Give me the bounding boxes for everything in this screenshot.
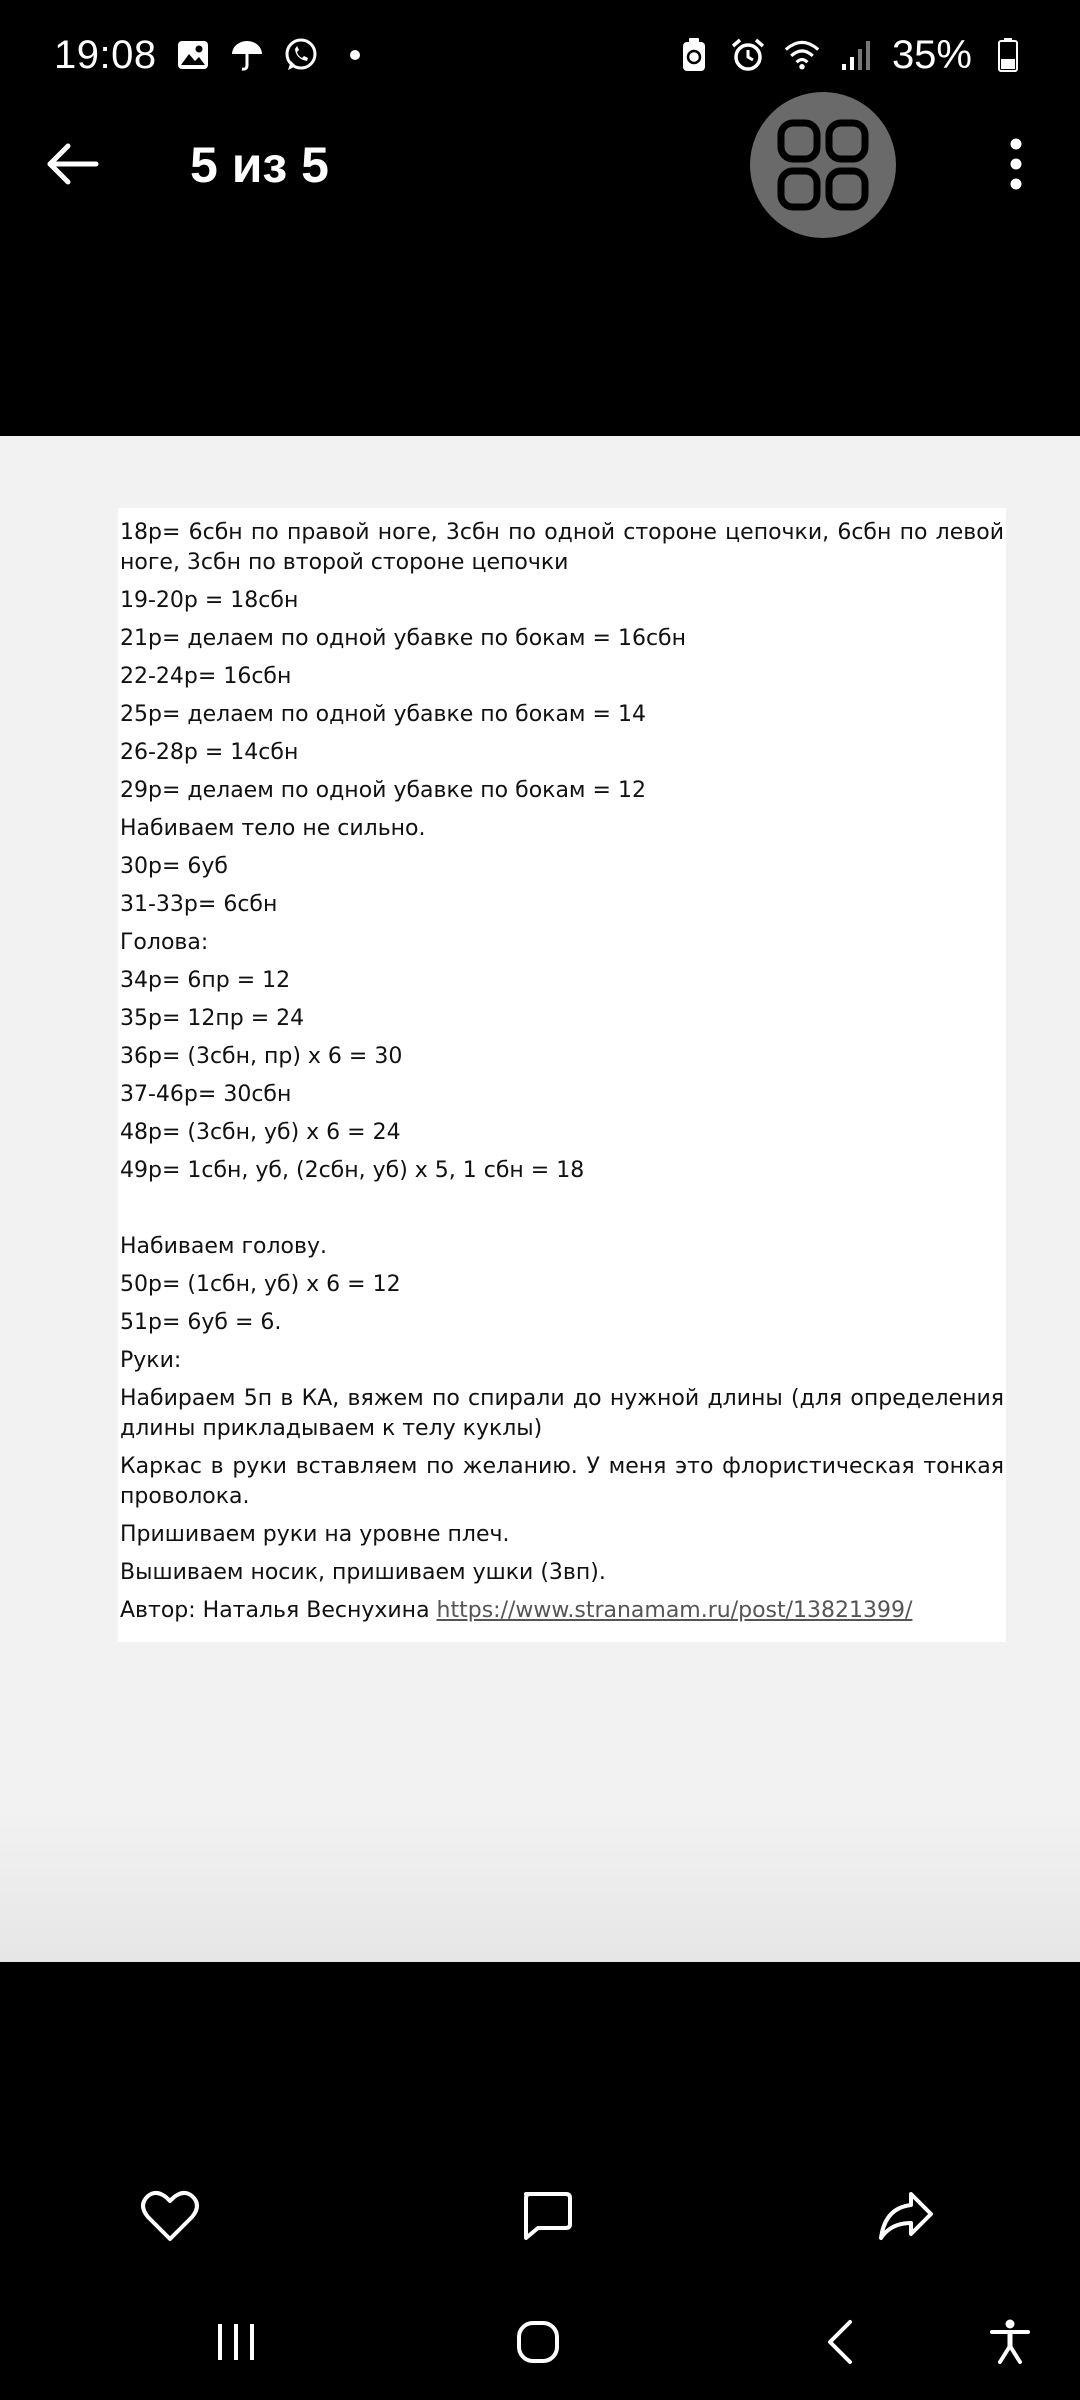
like-button[interactable] (134, 2180, 206, 2252)
doc-line: 49р= 1сбн, уб, (2сбн, уб) х 5, 1 сбн = 18 (120, 1158, 585, 1183)
battery-percent: 35% (891, 32, 972, 77)
battery-icon (990, 37, 1026, 73)
doc-line: 26-28р = 14сбн (120, 740, 299, 765)
doc-line: 37-46р= 30сбн (120, 1082, 292, 1107)
doc-line: 50р= (1сбн, уб) х 6 = 12 (120, 1272, 401, 1297)
battery-saver-icon (676, 37, 712, 73)
doc-line: Набиваем голову. (120, 1234, 327, 1259)
comment-icon (518, 2188, 574, 2244)
signal-icon (838, 37, 874, 73)
comment-button[interactable] (510, 2180, 582, 2252)
share-icon (877, 2190, 935, 2242)
share-button[interactable] (870, 2180, 942, 2252)
doc-line: 19-20р = 18сбн (120, 588, 299, 613)
status-left (54, 33, 373, 78)
home-button[interactable] (506, 2310, 570, 2374)
doc-line: 29р= делаем по одной убавке по бокам = 12 (120, 778, 646, 803)
doc-line: 31-33р= 6сбн (120, 892, 278, 917)
document-image (118, 508, 1006, 1642)
doc-line: 22-24р= 16сбн (120, 664, 292, 689)
doc-author-line (120, 1596, 1004, 1626)
more-vertical-icon (1009, 138, 1023, 190)
app-bar (0, 100, 1080, 230)
doc-line: 51р= 6уб = 6. (120, 1310, 282, 1335)
doc-blank-line (120, 1194, 1004, 1224)
doc-line: 34р= 6пр = 12 (120, 968, 291, 993)
more-options-button[interactable] (992, 128, 1040, 200)
doc-line: Вышиваем носик, пришиваем ушки (3вп). (120, 1560, 606, 1585)
doc-line: Набираем 5п в КА, вяжем по спирали до нужной длины (для определения длины прикладываем к телу куклы) (120, 1386, 1004, 1441)
author-link: https://www.stranamam.ru/post/13821399/ (436, 1598, 913, 1623)
wifi-icon (784, 37, 820, 73)
doc-line: Каркас в руки вставляем по желанию. У меня это флористическая тонкая проволока. (120, 1454, 1004, 1509)
author-label: Автор: Наталья Веснухина (120, 1598, 430, 1623)
doc-line: 35р= 12пр = 24 (120, 1006, 305, 1031)
home-icon (514, 2318, 562, 2366)
accessibility-icon (988, 2318, 1032, 2366)
alarm-icon (730, 37, 766, 73)
apps-grid-button[interactable] (750, 92, 896, 238)
dot-icon (337, 37, 373, 73)
doc-line: Руки: (120, 1348, 182, 1373)
page-title: 5 из 5 (190, 137, 329, 193)
back-button[interactable] (36, 128, 108, 200)
status-right (676, 33, 1026, 78)
doc-line: Голова: (120, 930, 209, 955)
gallery-icon (175, 37, 211, 73)
whatsapp-icon (283, 37, 319, 73)
doc-line: 48р= (3сбн, уб) х 6 = 24 (120, 1120, 401, 1145)
doc-line: Пришиваем руки на уровне плеч. (120, 1522, 510, 1547)
doc-line: 21р= делаем по одной убавке по бокам = 16сбн (120, 626, 686, 651)
recents-button[interactable] (204, 2310, 268, 2374)
accessibility-button[interactable] (978, 2310, 1042, 2374)
umbrella-icon (229, 37, 265, 73)
doc-line: 30р= 6уб (120, 854, 228, 879)
recents-icon (214, 2320, 258, 2364)
nav-back-button[interactable] (808, 2310, 872, 2374)
doc-line: 36р= (3сбн, пр) х 6 = 30 (120, 1044, 403, 1069)
heart-icon (140, 2189, 200, 2243)
back-nav-icon (820, 2318, 860, 2366)
action-bar (0, 2160, 1080, 2270)
status-bar (0, 0, 1080, 110)
doc-line: 25р= делаем по одной убавке по бокам = 14 (120, 702, 646, 727)
doc-line: 18р= 6сбн по правой ноге, 3сбн по одной стороне цепочки, 6сбн по левой ноге, 3сбн по второй стороне цепочки (120, 520, 1004, 575)
grid-icon (775, 117, 871, 213)
arrow-left-icon (44, 140, 100, 188)
system-nav-bar (0, 2290, 1080, 2390)
status-time: 19:08 (54, 32, 157, 77)
doc-line: Набиваем тело не сильно. (120, 816, 426, 841)
image-viewer[interactable] (0, 436, 1080, 1962)
